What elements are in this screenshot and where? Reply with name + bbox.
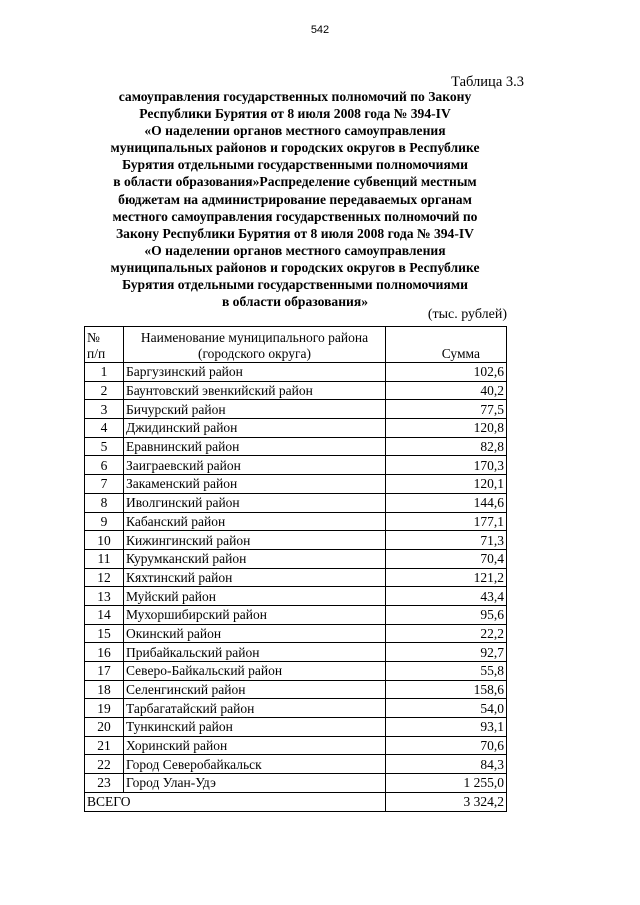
row-sum: 177,1 [386,512,507,531]
row-name: Кижингинский район [124,531,386,550]
row-name: Прибайкальский район [124,643,386,662]
row-name: Кяхтинский район [124,568,386,587]
title-line: «О наделении органов местного самоуправления [144,242,446,258]
row-sum: 82,8 [386,437,507,456]
row-num: 3 [85,400,124,419]
row-num: 20 [85,718,124,737]
table-row [85,587,507,606]
table-header-row [85,327,507,363]
table-label: Таблица 3.3 [451,74,524,90]
page-number: 542 [310,24,330,36]
table-row [85,381,507,400]
table-row [85,624,507,643]
title-line: в области образования»Распределение субвенций местным [113,174,477,190]
row-num: 16 [85,643,124,662]
row-num: 22 [85,755,124,774]
table-row [85,531,507,550]
title-line: «О наделении органов местного самоуправления [144,123,446,139]
document-title [84,88,506,310]
table-row [85,774,507,793]
row-name: Заиграевский район [124,456,386,475]
row-sum: 71,3 [386,531,507,550]
row-name: Мухоршибирский район [124,605,386,624]
table-row [85,363,507,382]
row-name: Еравнинский район [124,437,386,456]
row-num: 21 [85,736,124,755]
row-sum: 92,7 [386,643,507,662]
row-name: Селенгинский район [124,680,386,699]
table-row [85,718,507,737]
table-row [85,400,507,419]
table-row [85,549,507,568]
row-name: Город Северобайкальск [124,755,386,774]
row-num: 23 [85,774,124,793]
row-name: Тарбагатайский район [124,699,386,718]
title-line: Бурятия отдельными государственными полномочиями [122,277,468,293]
total-sum: 3 324,2 [386,792,507,811]
title-line: Бурятия отдельными государственными полномочиями [122,157,468,173]
row-name: Окинский район [124,624,386,643]
row-sum: 43,4 [386,587,507,606]
row-sum: 70,4 [386,549,507,568]
table-row [85,755,507,774]
row-sum: 158,6 [386,680,507,699]
title-line: самоуправления государственных полномочий по Закону [118,89,472,104]
total-label: ВСЕГО [85,792,386,811]
row-sum: 102,6 [386,363,507,382]
table-row [85,736,507,755]
row-name: Кабанский район [124,512,386,531]
row-num: 1 [85,363,124,382]
row-num: 18 [85,680,124,699]
row-num: 2 [85,381,124,400]
table-row [85,456,507,475]
row-sum: 22,2 [386,624,507,643]
row-sum: 40,2 [386,381,507,400]
table-row [85,419,507,438]
row-num: 6 [85,456,124,475]
row-sum: 84,3 [386,755,507,774]
row-name: Баргузинский район [124,363,386,382]
row-name: Баунтовский эвенкийский район [124,381,386,400]
row-sum: 93,1 [386,718,507,737]
row-num: 7 [85,475,124,494]
row-name: Закаменский район [124,475,386,494]
row-num: 8 [85,493,124,512]
table-row [85,699,507,718]
table-row [85,475,507,494]
header-num [85,327,124,363]
table-row [85,643,507,662]
row-name: Город Улан-Удэ [124,774,386,793]
row-sum: 120,1 [386,475,507,494]
row-sum: 95,6 [386,605,507,624]
row-num: 11 [85,549,124,568]
table-row [85,605,507,624]
row-name: Муйский район [124,587,386,606]
row-sum: 120,8 [386,419,507,438]
header-num-line1: № [87,330,100,345]
units-note: (тыс. рублей) [427,307,507,322]
table-row [85,437,507,456]
table-row [85,568,507,587]
row-num: 10 [85,531,124,550]
header-num-line2: п/п [87,346,106,361]
row-name: Северо-Байкальский район [124,662,386,681]
row-num: 4 [85,419,124,438]
row-name: Бичурский район [124,400,386,419]
row-name: Тункинский район [124,718,386,737]
table-row [85,493,507,512]
title-line: Республики Бурятия от 8 июля 2008 года № 394-IV [139,106,451,122]
row-num: 17 [85,662,124,681]
header-name [124,327,386,363]
row-sum: 170,3 [386,456,507,475]
row-sum: 55,8 [386,662,507,681]
title-line: муниципальных районов и городских округов в Республике [110,259,480,275]
row-num: 14 [85,605,124,624]
table-row [85,680,507,699]
subvention-table [84,326,507,812]
row-sum: 54,0 [386,699,507,718]
title-line: бюджетам на администрирование передаваемых органам [118,191,472,207]
row-sum: 77,5 [386,400,507,419]
row-num: 19 [85,699,124,718]
row-sum: 144,6 [386,493,507,512]
row-num: 15 [85,624,124,643]
row-sum: 1 255,0 [386,774,507,793]
header-name-line2: (городского округа) [197,346,312,361]
row-num: 13 [85,587,124,606]
row-name: Джидинский район [124,419,386,438]
row-sum: 121,2 [386,568,507,587]
row-name: Хоринский район [124,736,386,755]
header-sum: Сумма [386,327,507,363]
table-row [85,512,507,531]
title-line: Закону Республики Бурятия от 8 июля 2008 года № 394-IV [116,225,474,241]
row-num: 12 [85,568,124,587]
title-line: местного самоуправления государственных полномочий по [112,208,478,224]
row-num: 9 [85,512,124,531]
title-line: муниципальных районов и городских округов в Республике [110,140,480,156]
total-row [85,792,507,811]
row-sum: 70,6 [386,736,507,755]
header-name-line1: Наименование муниципального района [140,330,369,345]
title-line: в области образования» [221,294,369,310]
row-num: 5 [85,437,124,456]
row-name: Иволгинский район [124,493,386,512]
table-row [85,662,507,681]
row-name: Курумканский район [124,549,386,568]
